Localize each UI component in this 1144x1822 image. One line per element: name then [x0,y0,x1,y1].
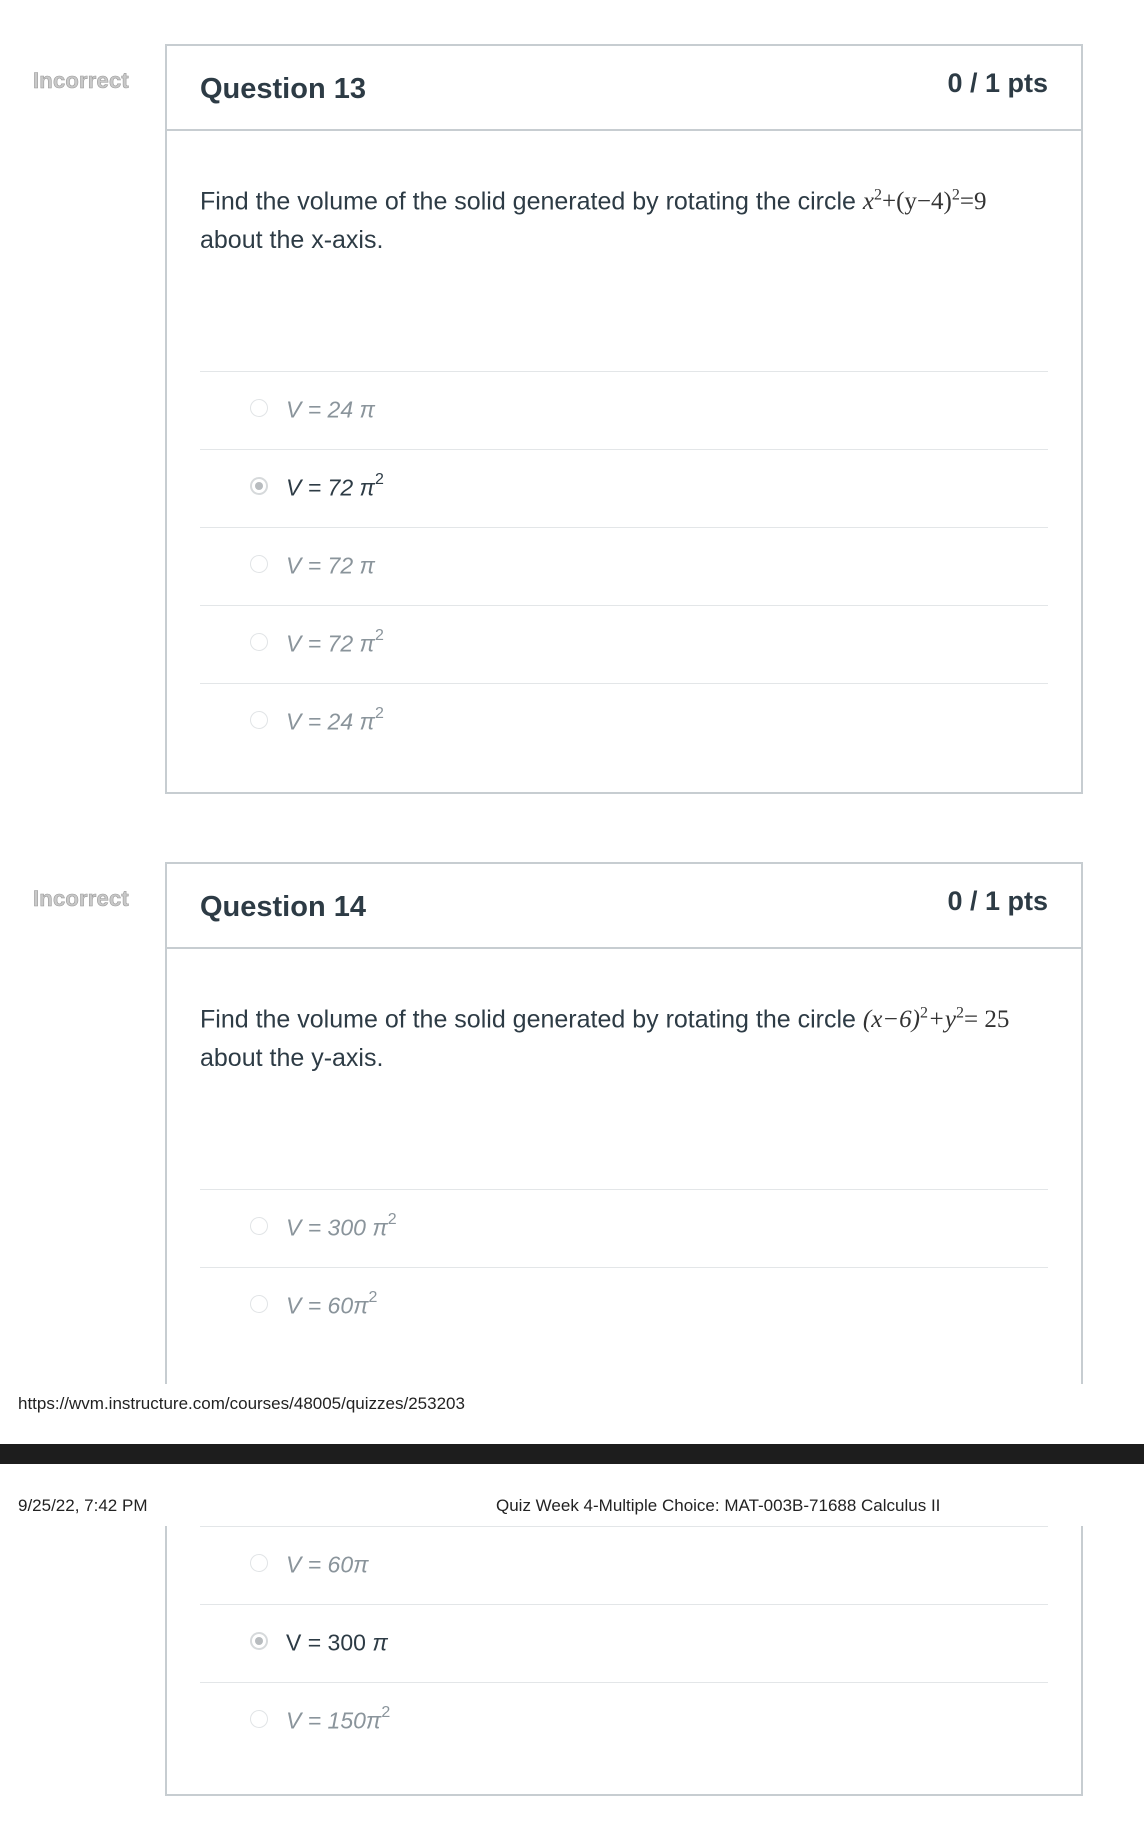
question-14-prompt: Find the volume of the solid generated by rotating the circle [200,1005,856,1034]
eq13-a: x [862,188,874,216]
answer-label: V = 300 π [286,1629,388,1656]
question-13-title: Question 13 [200,73,366,105]
answer-option[interactable] [200,527,1048,605]
answer-label: $V = 60\pi^2$ [286,1289,378,1319]
question-13-header [167,46,1081,131]
eq13-b: +(y−4) [882,188,952,216]
question-13-axis: about the x-axis. [200,226,384,255]
question-13-equation [863,188,987,215]
question-14-title: Question 14 [200,891,366,923]
question-13-answers [200,371,1048,761]
answer-label: V = 24 π [286,396,375,423]
eq13-sb: 2 [951,187,960,204]
eq14-a: (x−6) [862,1006,921,1034]
radio-button[interactable] [250,555,268,573]
question-14-equation [863,1006,1009,1033]
question-13-prompt: Find the volume of the solid generated by rotating the circle [200,187,856,216]
question-14-answers-continued [200,1526,1048,1760]
answer-label: $V = 150\pi^2$ [286,1704,391,1734]
question-13-text [200,177,1051,259]
answer-option[interactable] [200,605,1048,683]
answer-option[interactable] [200,1267,1048,1345]
answer-label: V = 72 $\pi^2$ [286,627,384,657]
question-14-axis: about the y-axis. [200,1044,384,1073]
question-14-card-continued [165,1526,1083,1796]
radio-button-selected[interactable] [250,477,268,495]
answer-option[interactable] [200,1526,1048,1604]
print-date: 9/25/22, 7:42 PM [18,1496,148,1515]
answer-label: V = 72 π [286,552,375,579]
answer-label: V = 300 $\pi^2$ [286,1211,397,1241]
answer-option[interactable] [200,1682,1048,1760]
question-14-answers [200,1189,1048,1345]
answer-option[interactable] [200,371,1048,449]
answer-option-selected[interactable] [200,1604,1048,1682]
question-14-status: Incorrect [33,886,129,911]
question-13-points: 0 / 1 pts [947,68,1048,98]
radio-button[interactable] [250,1295,268,1313]
question-13-card [165,44,1083,794]
answer-label: V = 72 $\pi^2$ [286,471,384,501]
eq13-sa: 2 [874,187,882,204]
question-14-text [200,995,1051,1077]
question-14-points: 0 / 1 pts [947,886,1048,916]
answer-option[interactable] [200,683,1048,761]
radio-button[interactable] [250,711,268,729]
radio-button-selected[interactable] [250,1632,268,1650]
page-url: https://wvm.instructure.com/courses/48005/quizzes/253203 [18,1394,465,1413]
radio-button[interactable] [250,633,268,651]
eq14-sb: 2 [955,1005,964,1022]
page-break-bar [0,1444,1144,1464]
question-13-status: Incorrect [33,68,129,93]
eq14-sa: 2 [920,1005,929,1022]
question-14-header [167,864,1081,949]
answer-option-selected[interactable] [200,449,1048,527]
radio-button[interactable] [250,399,268,417]
eq14-b: +y [928,1006,956,1034]
answer-label: V = 60π [286,1551,369,1578]
eq13-c: =9 [959,188,987,216]
question-14-card [165,862,1083,1384]
answer-option[interactable] [200,1189,1048,1267]
radio-button[interactable] [250,1710,268,1728]
print-page-title: Quiz Week 4-Multiple Choice: MAT-003B-71688 Calculus II [496,1496,941,1515]
radio-button[interactable] [250,1554,268,1572]
eq14-c: = 25 [963,1006,1010,1034]
radio-button[interactable] [250,1217,268,1235]
answer-label: V = 24 $\pi^2$ [286,705,384,735]
